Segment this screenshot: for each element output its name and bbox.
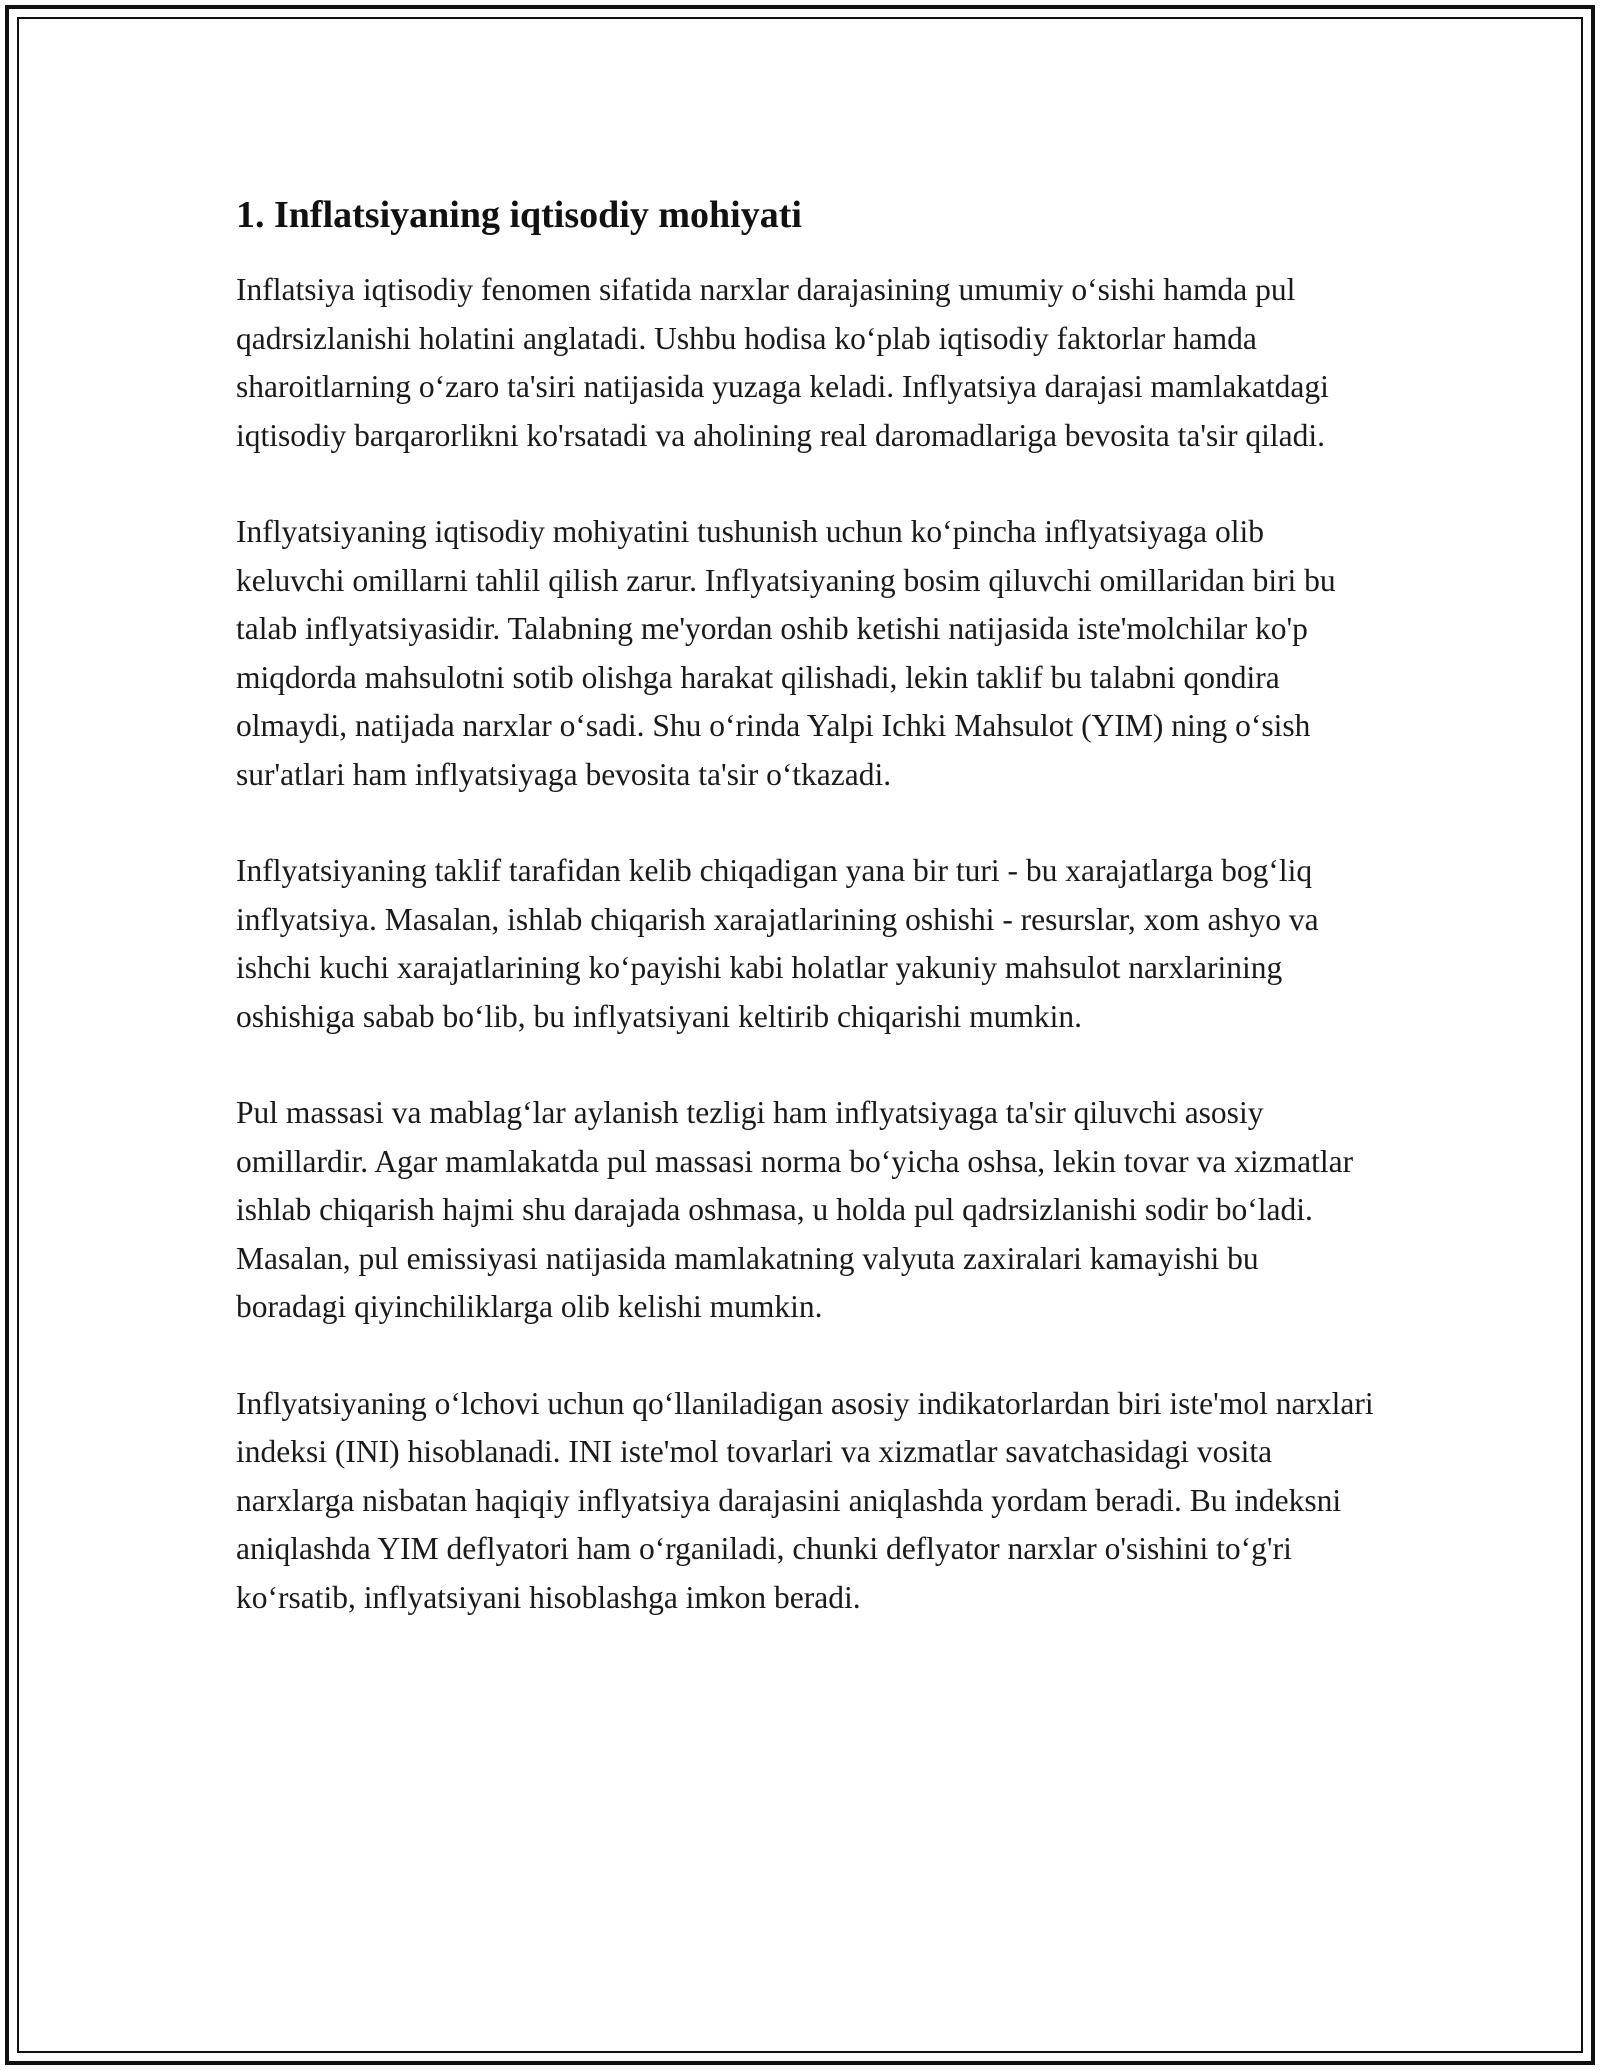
paragraph-2: Inflyatsiyaning iqtisodiy mohiyatini tushunish uchun ko‘pincha inflyatsiyaga olib keluvchi omillarni tahlil qilish zarur. Inflyatsiyaning bosim qiluvchi omillaridan biri bu talab inflyatsiyasidir. Talabning me'yordan oshib ketishi natijasida iste'molchilar ko'p miqdorda mahsulotni sotib olishga harakat qilishadi, lekin taklif bu talabni qondira olmaydi, natijada narxlar o‘sadi. Shu o‘rinda Yalpi Ichki Mahsulot (YIM) ning o‘sish sur'atlari ham inflyatsiyaga bevosita ta'sir o‘tkazadi. xyxy=(236,514,1336,792)
paragraph-4: Pul massasi va mablag‘lar aylanish tezligi ham inflyatsiyaga ta'sir qiluvchi asosiy omillardir. Agar mamlakatda pul massasi norma bo‘yicha oshsa, lekin tovar va xizmatlar ishlab chiqarish hajmi shu darajada oshmasa, u holda pul qadrsizlanishi sodir bo‘ladi. Masalan, pul emissiyasi natijasida mamlakatning valyuta zaxiralari kamayishi bu boradagi qiyinchiliklarga olib kelishi mumkin. xyxy=(236,1095,1354,1324)
section-heading: 1. Inflatsiyaning iqtisodiy mohiyati xyxy=(236,194,802,236)
document-body xyxy=(236,186,1376,1670)
paragraph-1: Inflatsiya iqtisodiy fenomen sifatida narxlar darajasining umumiy o‘sishi hamda pul qadrsizlanishi holatini anglatadi. Ushbu hodisa ko‘plab iqtisodiy faktorlar hamda sharoitlarning o‘zaro ta'siri natijasida yuzaga keladi. Inflyatsiya darajasi mamlakatdagi iqtisodiy barqarorlikni ko'rsatadi va aholining real daromadlariga bevosita ta'sir qiladi. xyxy=(236,272,1329,453)
paragraph-3: Inflyatsiyaning taklif tarafidan kelib chiqadigan yana bir turi - bu xarajatlarga bog‘liq inflyatsiya. Masalan, ishlab chiqarish xarajatlarining oshishi - resurslar, xom ashyo va ishchi kuchi xarajatlarining ko‘payishi kabi holatlar yakuniy mahsulot narxlarining oshishiga sabab bo‘lib, bu inflyatsiyani keltirib chiqarishi mumkin. xyxy=(236,853,1319,1034)
paragraph-5: Inflyatsiyaning o‘lchovi uchun qo‘llaniladigan asosiy indikatorlardan biri iste'mol narxlari indeksi (INI) hisoblanadi. INI iste'mol tovarlari va xizmatlar savatchasidagi vosita narxlarga nisbatan haqiqiy inflyatsiya darajasini aniqlashda yordam beradi. Bu indeksni aniqlashda YIM deflyatori ham o‘rganiladi, chunki deflyator narxlar o'sishini to‘g'ri ko‘rsatib, inflyatsiyani hisoblashga imkon beradi. xyxy=(236,1385,1374,1615)
